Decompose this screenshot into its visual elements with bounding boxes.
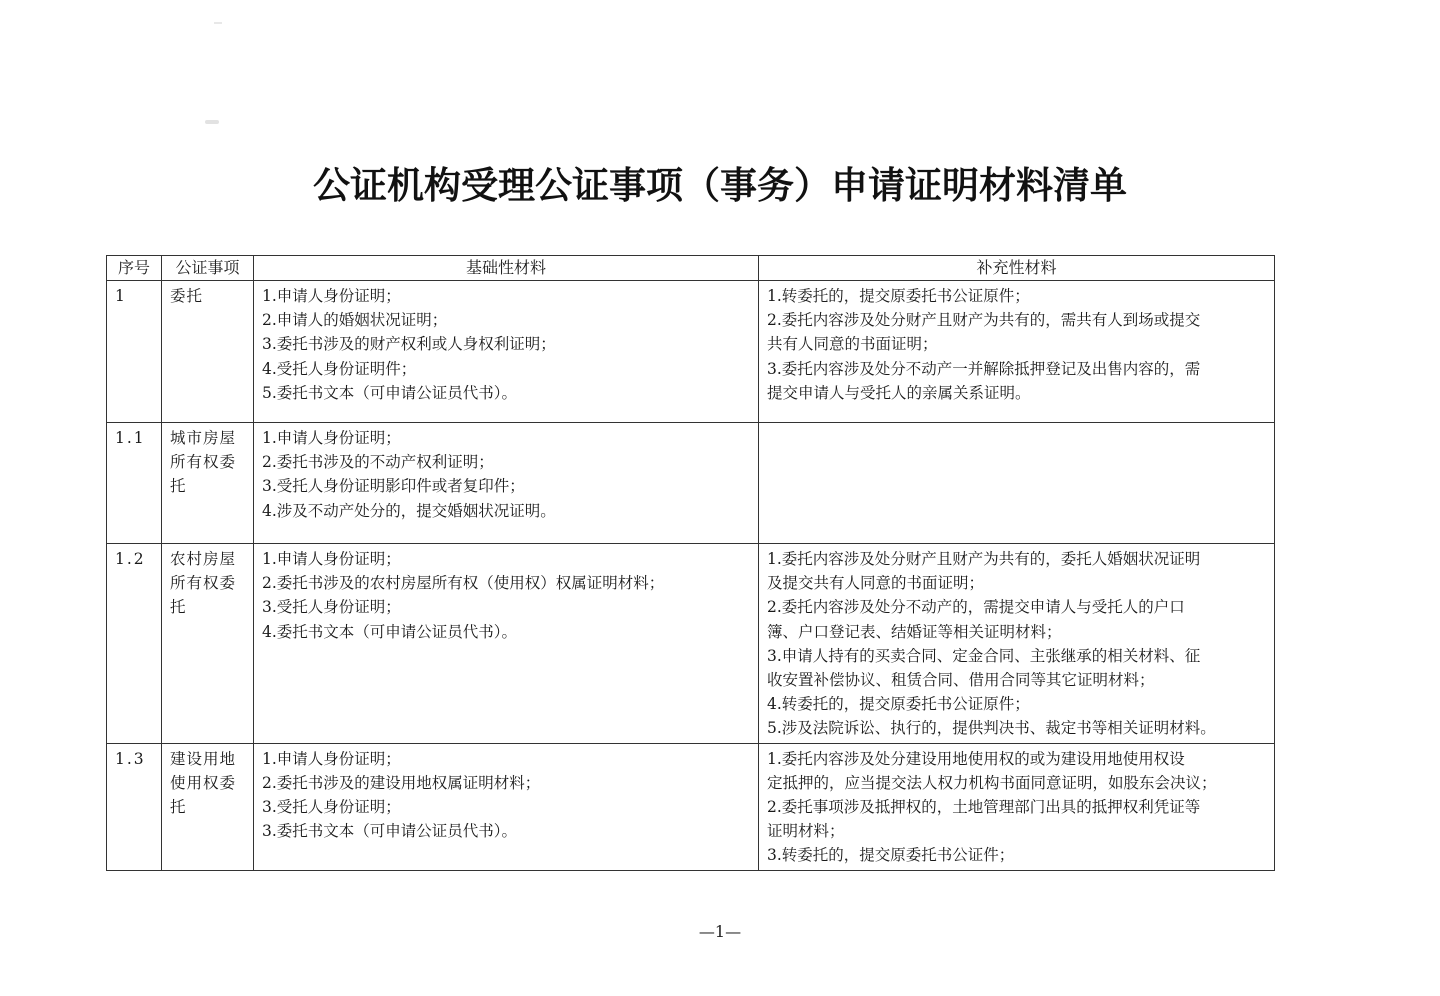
header-supplementary: 补充性材料 [759,256,1275,281]
header-item: 公证事项 [162,256,254,281]
header-no: 序号 [107,256,162,281]
cell-basic-line: 4.受托人身份证明件； [262,359,417,378]
cell-basic-line: 1.申请人身份证明； [262,749,401,768]
header-basic: 基础性材料 [254,256,759,281]
cell-supplementary-line: 定抵押的，应当提交法人权力机构书面同意证明，如股东会决议； [767,773,1217,792]
cell-supplementary-line: 及提交共有人同意的书面证明； [767,574,985,593]
cell-supplementary-line: 1.委托内容涉及处分财产且财产为共有的，委托人婚姻状况证明 [767,550,1201,568]
cell-item [162,423,254,544]
cell-supplementary-line: 1.转委托的，提交原委托书公证原件； [767,287,1030,305]
cell-supplementary [759,544,1275,744]
cell-supplementary-line: 2.委托内容涉及处分不动产的，需提交申请人与受托人的户口 [767,598,1185,617]
cell-basic [254,544,759,744]
cell-basic-line: 1.申请人身份证明； [262,429,401,447]
cell-item-line: 使用权委 [170,773,237,792]
cell-basic-line: 1.申请人身份证明； [262,550,401,568]
cell-item [162,544,254,744]
cell-basic-line: 3.委托书文本（可申请公证员代书）。 [262,822,518,841]
cell-supplementary [759,281,1275,423]
cell-supplementary-line: 2.委托内容涉及处分财产且财产为共有的，需共有人到场或提交 [767,311,1201,330]
cell-supplementary-line: 共有人同意的书面证明； [767,335,938,354]
cell-basic [254,423,759,544]
table-row [107,281,1275,423]
cell-supplementary [759,423,1275,544]
cell-supplementary-line: 4.转委托的，提交原委托书公证原件； [767,695,1030,714]
cell-basic [254,281,759,423]
table-row [107,743,1275,870]
cell-basic-line: 2.申请人的婚姻状况证明； [262,311,448,330]
table-row [107,423,1275,544]
cell-supplementary-line: 提交申请人与受托人的亲属关系证明。 [767,383,1031,402]
cell-item-line: 托 [170,598,187,617]
cell-no: 1 [107,281,162,423]
scan-speck [214,22,222,24]
cell-basic-line: 2.委托书涉及的建设用地权属证明材料； [262,773,541,792]
cell-supplementary-line: 证明材料； [767,822,845,841]
cell-basic [254,743,759,870]
page-number: —1— [698,922,742,941]
cell-basic-line: 2.委托书涉及的不动产权利证明； [262,453,494,472]
cell-basic-line: 3.受托人身份证明； [262,798,401,817]
cell-item [162,281,254,423]
cell-supplementary-line: 收安置补偿协议、租赁合同、借用合同等其它证明材料； [767,671,1155,690]
cell-supplementary-line: 簿、户口登记表、结婚证等相关证明材料； [767,622,1062,641]
cell-item-line: 农村房屋 [170,550,237,568]
cell-basic-line: 3.委托书涉及的财产权利或人身权利证明； [262,335,556,354]
cell-basic-line: 4.委托书文本（可申请公证员代书）。 [262,622,518,641]
cell-item [162,743,254,870]
cell-basic-line: 1.申请人身份证明； [262,287,401,305]
cell-supplementary-line: 3.委托内容涉及处分不动产一并解除抵押登记及出售内容的，需 [767,359,1201,378]
cell-item-line: 托 [170,798,187,817]
cell-supplementary-line: 3.申请人持有的买卖合同、定金合同、主张继承的相关材料、征 [767,646,1201,665]
cell-basic-line: 3.受托人身份证明影印件或者复印件； [262,477,525,496]
table-header-row [107,256,1275,281]
table-row [107,544,1275,744]
cell-item-line: 所有权委 [170,574,237,593]
cell-item-line: 建设用地 [170,749,237,768]
cell-item-line: 托 [170,477,187,496]
cell-basic-line: 4.涉及不动产处分的，提交婚姻状况证明。 [262,501,556,520]
cell-supplementary-line: 3.转委托的，提交原委托书公证件； [767,846,1015,865]
cell-item-line: 委托 [170,287,204,305]
materials-table [106,255,1275,871]
cell-item-line: 所有权委 [170,453,237,472]
cell-supplementary-line: 1.委托内容涉及处分建设用地使用权的或为建设用地使用权设 [767,749,1185,768]
page-title: 公证机构受理公证事项（事务）申请证明材料清单 [313,164,1127,207]
cell-supplementary [759,743,1275,870]
cell-item-line: 城市房屋 [170,429,237,447]
cell-no: 1.1 [107,423,162,544]
cell-no: 1.3 [107,743,162,870]
table-body [107,281,1275,871]
cell-basic-line: 5.委托书文本（可申请公证员代书）。 [262,383,518,402]
cell-no: 1.2 [107,544,162,744]
cell-basic-line: 3.受托人身份证明； [262,598,401,617]
cell-supplementary-line: 5.涉及法院诉讼、执行的，提供判决书、裁定书等相关证明材料。 [767,719,1216,738]
cell-supplementary-line: 2.委托事项涉及抵押权的，土地管理部门出具的抵押权利凭证等 [767,798,1201,817]
cell-basic-line: 2.委托书涉及的农村房屋所有权（使用权）权属证明材料； [262,574,665,593]
scan-speck [205,120,219,124]
